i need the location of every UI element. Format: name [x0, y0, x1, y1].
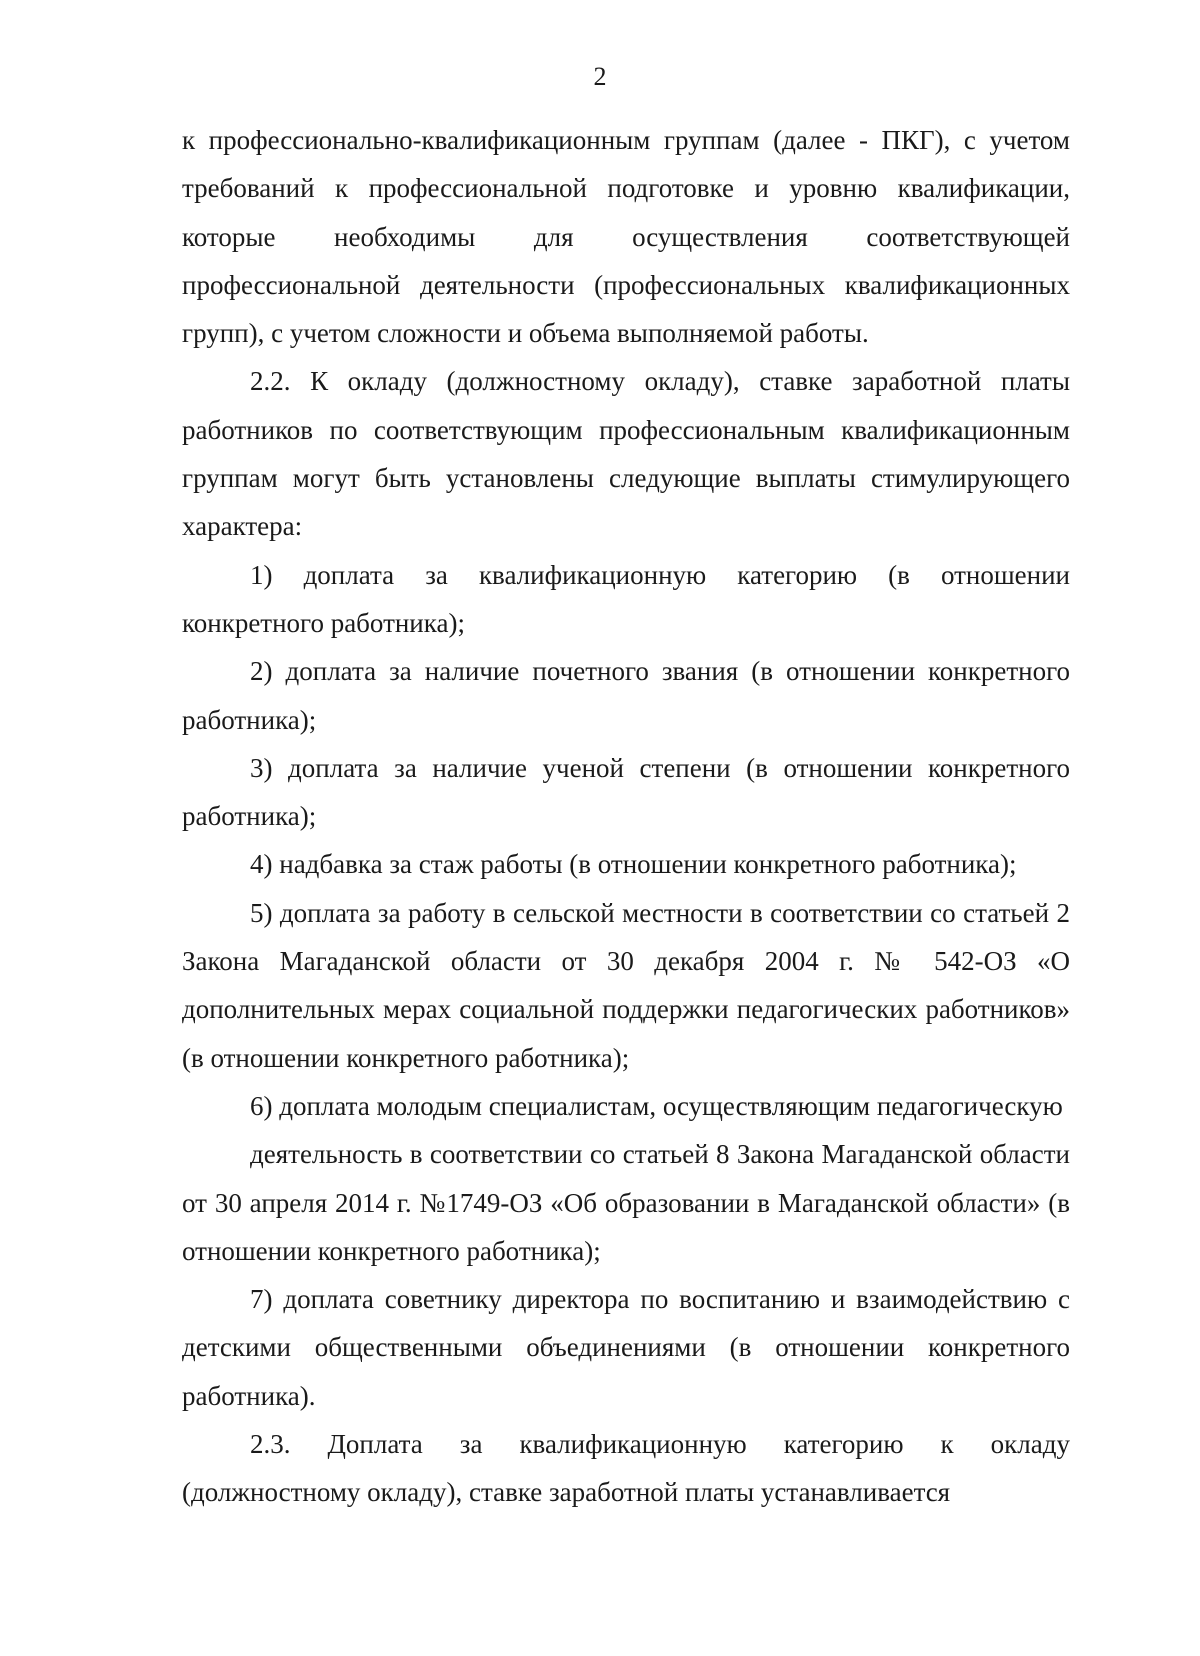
paragraph: к профессионально-квалификационным группам (далее - ПКГ), с учетом требований к профессиональной подготовке и уровню квалификации, которые необходимы для осуществления соответствующей профессиональной деятельности (профессиональных квалификационных групп), с учетом сложности и объема выполняемой работы. — [182, 125, 1070, 349]
paragraph: 2.2. К окладу (должностному окладу), ставке заработной платы работников по соответствующим профессиональным квалификационным группам могут быть установлены следующие выплаты стимулирующего характера: — [182, 366, 1070, 542]
document-body — [182, 116, 1070, 1517]
list-item: 5) доплата за работу в сельской местности в соответствии со статьей 2 Закона Магаданской области от 30 декабря 2004 г. № 542-ОЗ «О дополнительных мерах социальной поддержки педагогических работников» (в отношении конкретного работника); — [182, 897, 1070, 1073]
list-item: 1) доплата за квалификационную категорию (в отношении конкретного работника); — [182, 559, 1070, 638]
list-item: 7) доплата советнику директора по воспитанию и взаимодействию с детскими общественными объединениями (в отношении конкретного работника). — [182, 1284, 1070, 1411]
paragraph: 2.3. Доплата за квалификационную категорию к окладу (должностному окладу), ставке заработной платы устанавливается — [182, 1429, 1070, 1508]
list-item: 6) доплата молодым специалистам, осуществляющим педагогическую — [250, 1090, 1063, 1121]
page-number: 2 — [593, 62, 607, 91]
paragraph: деятельность в соответствии со статьей 8 Закона Магаданской области от 30 апреля 2014 г. №1749-ОЗ «Об образовании в Магаданской области» (в отношении конкретного работника); — [182, 1139, 1070, 1266]
list-item: 2) доплата за наличие почетного звания (в отношении конкретного работника); — [182, 656, 1070, 735]
list-item: 3) доплата за наличие ученой степени (в отношении конкретного работника); — [182, 752, 1070, 832]
list-item: 4) надбавка за стаж работы (в отношении конкретного работника); — [250, 849, 1017, 880]
